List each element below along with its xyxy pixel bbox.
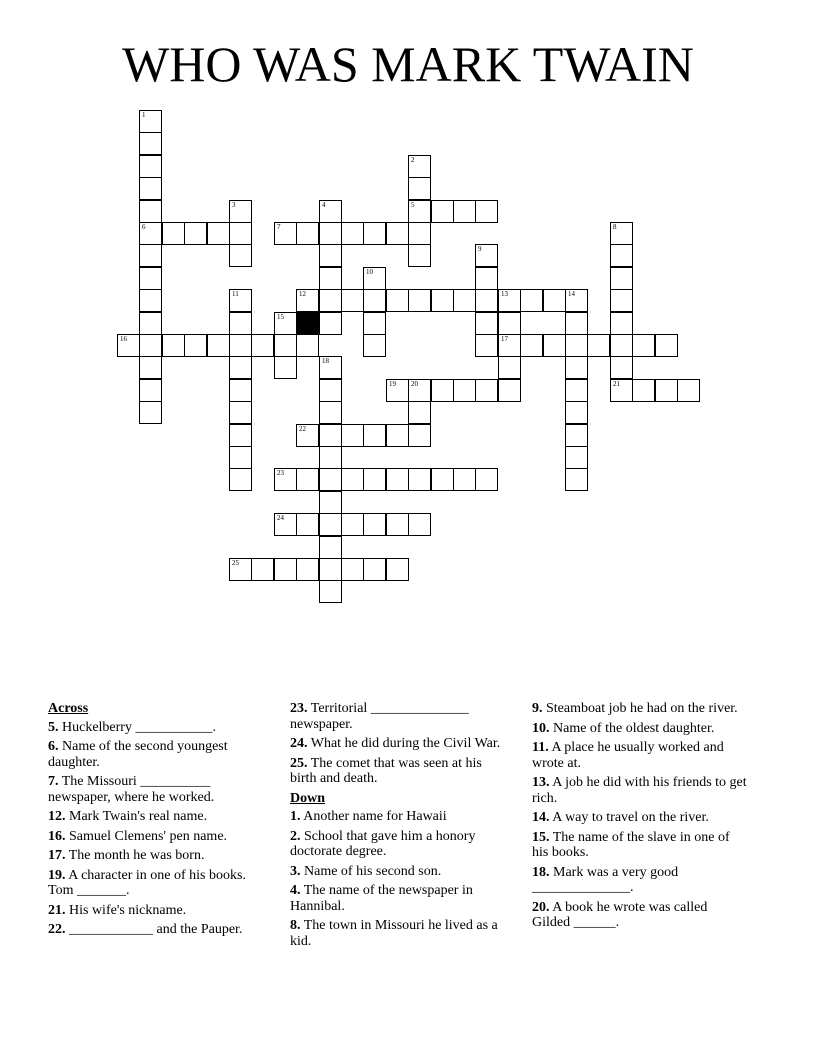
crossword-cell[interactable] xyxy=(139,200,162,223)
crossword-cell[interactable] xyxy=(139,244,162,267)
clue-item xyxy=(290,701,510,732)
crossword-cell[interactable] xyxy=(274,558,297,581)
crossword-cell[interactable] xyxy=(475,379,498,402)
crossword-cell[interactable] xyxy=(319,491,342,514)
crossword-cell[interactable] xyxy=(565,468,588,491)
clue-number: 13. xyxy=(532,775,550,790)
clue-text: ____________ and the Pauper. xyxy=(69,922,243,937)
crossword-cell[interactable] xyxy=(565,356,588,379)
crossword-cell[interactable] xyxy=(229,379,252,402)
crossword-cell[interactable] xyxy=(565,289,588,312)
clue-number: 7. xyxy=(48,774,59,789)
clue-number: 21 xyxy=(613,380,620,388)
clue-number: 11. xyxy=(532,740,549,755)
crossword-cell[interactable] xyxy=(386,222,409,245)
crossword-cell[interactable] xyxy=(341,289,364,312)
crossword-cell[interactable] xyxy=(543,289,566,312)
crossword-cell[interactable] xyxy=(475,468,498,491)
crossword-cell[interactable] xyxy=(610,267,633,290)
crossword-cell[interactable] xyxy=(274,356,297,379)
clue-item xyxy=(290,756,510,787)
clue-text: A character in one of his books. Tom _______. xyxy=(48,867,246,898)
clue-item xyxy=(290,736,510,752)
clue-text: The comet that was seen at his birth and death. xyxy=(290,755,482,786)
crossword-cell[interactable] xyxy=(655,379,678,402)
crossword-cell[interactable] xyxy=(296,468,319,491)
crossword-cell[interactable] xyxy=(408,513,431,536)
crossword-cell[interactable] xyxy=(274,334,297,357)
crossword-cell[interactable] xyxy=(363,558,386,581)
crossword-cell[interactable] xyxy=(229,356,252,379)
crossword-cell[interactable] xyxy=(498,356,521,379)
crossword-cell[interactable] xyxy=(453,200,476,223)
clue-number: 20. xyxy=(532,899,550,915)
clue-item xyxy=(290,809,510,825)
crossword-cell[interactable] xyxy=(319,401,342,424)
crossword-cell[interactable] xyxy=(655,334,678,357)
clue-number: 10. xyxy=(532,720,550,736)
clue-number: 8 xyxy=(613,223,617,231)
clue-number: 25 xyxy=(232,559,239,567)
crossword-cell[interactable] xyxy=(162,334,185,357)
crossword-cell[interactable] xyxy=(565,334,588,357)
crossword-cell[interactable] xyxy=(319,558,342,581)
clue-item xyxy=(532,701,747,717)
clue-item xyxy=(48,922,263,938)
clue-text: School that gave him a honory doctorate degree. xyxy=(290,828,476,859)
crossword-cell[interactable] xyxy=(139,334,162,357)
clue-text: The month he was born. xyxy=(68,848,205,863)
clue-item xyxy=(48,903,263,919)
crossword-cell[interactable] xyxy=(498,312,521,335)
crossword-cell[interactable] xyxy=(251,558,274,581)
crossword-cell[interactable] xyxy=(139,177,162,200)
crossword-cell[interactable] xyxy=(363,222,386,245)
crossword-cell[interactable] xyxy=(431,468,454,491)
crossword-cell[interactable] xyxy=(498,334,521,357)
crossword-cell[interactable] xyxy=(475,334,498,357)
crossword-cell[interactable] xyxy=(319,289,342,312)
clue-text: Mark was a very good ______________. xyxy=(532,864,679,895)
crossword-cell[interactable] xyxy=(296,334,319,357)
crossword-cell[interactable] xyxy=(431,200,454,223)
clue-text: Name of the second youngest daughter. xyxy=(48,739,228,770)
clue-number: 17. xyxy=(48,848,66,863)
clue-item xyxy=(532,900,747,931)
clue-item xyxy=(290,864,510,880)
clue-number: 23. xyxy=(290,701,308,716)
clue-number: 10 xyxy=(366,268,373,276)
crossword-cell[interactable] xyxy=(139,155,162,178)
crossword-cell[interactable] xyxy=(408,289,431,312)
crossword-cell[interactable] xyxy=(408,424,431,447)
clue-number: 9 xyxy=(478,245,482,253)
crossword-cell[interactable] xyxy=(229,289,252,312)
clue-number: 6 xyxy=(142,223,146,231)
crossword-cell[interactable] xyxy=(229,558,252,581)
crossword-cell[interactable] xyxy=(610,356,633,379)
crossword-cell[interactable] xyxy=(184,222,207,245)
crossword-cell[interactable] xyxy=(453,379,476,402)
clues-column-1 xyxy=(48,701,263,942)
crossword-cell[interactable] xyxy=(341,513,364,536)
crossword-cell[interactable] xyxy=(520,289,543,312)
clue-number: 3. xyxy=(290,863,301,879)
crossword-cell[interactable] xyxy=(207,222,230,245)
clue-item xyxy=(48,809,263,825)
clue-text: Mark Twain's real name. xyxy=(69,809,208,824)
crossword-cell[interactable] xyxy=(319,356,342,379)
crossword-cell[interactable] xyxy=(139,222,162,245)
crossword-cell[interactable] xyxy=(319,267,342,290)
crossword-cell[interactable] xyxy=(139,267,162,290)
crossword-cell[interactable] xyxy=(610,244,633,267)
crossword-cell[interactable] xyxy=(363,289,386,312)
crossword-cell[interactable] xyxy=(274,513,297,536)
crossword-cell[interactable] xyxy=(319,424,342,447)
clue-item xyxy=(48,774,263,805)
clue-text: Name of his second son. xyxy=(304,863,442,879)
clue-number: 5. xyxy=(48,719,59,735)
crossword-cell[interactable] xyxy=(610,334,633,357)
clues-column-2 xyxy=(290,701,510,953)
crossword-cell[interactable] xyxy=(207,334,230,357)
crossword-cell[interactable] xyxy=(543,334,566,357)
across-heading: Across xyxy=(48,701,89,716)
crossword-cell[interactable] xyxy=(229,424,252,447)
crossword-cell[interactable] xyxy=(319,468,342,491)
crossword-cell[interactable] xyxy=(139,132,162,155)
crossword-cell[interactable] xyxy=(117,334,140,357)
crossword-cell[interactable] xyxy=(363,312,386,335)
clue-text: The town in Missouri he lived as a kid. xyxy=(290,918,498,949)
crossword-cell[interactable] xyxy=(319,222,342,245)
clue-text: The name of the slave in one of his books. xyxy=(532,829,730,860)
clues-column-3 xyxy=(532,701,747,935)
crossword-cell[interactable] xyxy=(408,222,431,245)
crossword-cell[interactable] xyxy=(296,424,319,447)
crossword-cell[interactable] xyxy=(229,244,252,267)
crossword-cell[interactable] xyxy=(498,289,521,312)
crossword-cell[interactable] xyxy=(229,200,252,223)
crossword-cell[interactable] xyxy=(453,468,476,491)
clue-number: 25. xyxy=(290,755,308,771)
clue-item xyxy=(290,918,510,949)
crossword-cell[interactable] xyxy=(296,558,319,581)
clue-number: 1 xyxy=(142,111,146,119)
crossword-cell[interactable] xyxy=(565,312,588,335)
crossword-cell[interactable] xyxy=(184,334,207,357)
clue-number: 19. xyxy=(48,867,66,883)
crossword-cell[interactable] xyxy=(431,379,454,402)
clue-text: Territorial ______________ newspaper. xyxy=(290,701,469,732)
crossword-cell[interactable] xyxy=(229,222,252,245)
clue-number: 4. xyxy=(290,883,301,898)
clue-text: A book he wrote was called Gilded ______. xyxy=(532,899,708,930)
crossword-cell[interactable] xyxy=(520,334,543,357)
crossword-cell[interactable] xyxy=(319,244,342,267)
crossword-cell[interactable] xyxy=(475,244,498,267)
crossword-cell[interactable] xyxy=(319,379,342,402)
clue-number: 21. xyxy=(48,902,66,918)
crossword-cell[interactable] xyxy=(296,222,319,245)
crossword-cell[interactable] xyxy=(363,334,386,357)
crossword-cell[interactable] xyxy=(251,334,274,357)
crossword-cell[interactable] xyxy=(319,513,342,536)
clue-text: A way to travel on the river. xyxy=(552,810,709,825)
clue-number: 14. xyxy=(532,810,550,825)
crossword-cell[interactable] xyxy=(408,177,431,200)
clue-number: 24 xyxy=(277,514,284,522)
crossword-cell[interactable] xyxy=(341,424,364,447)
clue-number: 14 xyxy=(568,290,575,298)
crossword-cell[interactable] xyxy=(386,468,409,491)
crossword-cell[interactable] xyxy=(565,424,588,447)
clue-item xyxy=(532,775,747,806)
crossword-cell[interactable] xyxy=(565,379,588,402)
clue-number: 5 xyxy=(411,201,415,209)
crossword-cell[interactable] xyxy=(565,446,588,469)
crossword-cell[interactable] xyxy=(363,424,386,447)
clue-text: What he did during the Civil War. xyxy=(310,736,501,751)
crossword-cell[interactable] xyxy=(139,401,162,424)
clue-text: Name of the oldest daughter. xyxy=(553,720,715,736)
crossword-cell[interactable] xyxy=(475,312,498,335)
crossword-cell[interactable] xyxy=(229,468,252,491)
clue-number: 7 xyxy=(277,223,281,231)
clue-number: 12 xyxy=(299,290,306,298)
clue-number: 15. xyxy=(532,829,550,845)
crossword-cell[interactable] xyxy=(139,312,162,335)
crossword-cell[interactable] xyxy=(319,312,342,335)
clue-number: 19 xyxy=(389,380,396,388)
crossword-cell[interactable] xyxy=(162,222,185,245)
clue-number: 24. xyxy=(290,736,308,751)
crossword-cell[interactable] xyxy=(296,289,319,312)
crossword-cell[interactable] xyxy=(229,334,252,357)
crossword-cell[interactable] xyxy=(475,289,498,312)
crossword-cell[interactable] xyxy=(431,289,454,312)
clue-number: 13 xyxy=(501,290,508,298)
clue-text: Another name for Hawaii xyxy=(303,809,447,824)
crossword-cell[interactable] xyxy=(610,222,633,245)
clue-item xyxy=(290,829,510,860)
clue-number: 2. xyxy=(290,828,301,844)
clue-item xyxy=(532,740,747,771)
clue-text: The Missouri __________ newspaper, where he worked. xyxy=(48,774,215,805)
crossword-cell[interactable] xyxy=(274,222,297,245)
crossword-cell[interactable] xyxy=(408,244,431,267)
clue-number: 1. xyxy=(290,809,301,824)
crossword-cell[interactable] xyxy=(229,446,252,469)
clue-item xyxy=(532,721,747,737)
clue-text: His wife's nickname. xyxy=(69,902,187,918)
clue-text: A place he usually worked and wrote at. xyxy=(532,740,724,771)
crossword-cell[interactable] xyxy=(632,334,655,357)
crossword-cell[interactable] xyxy=(386,558,409,581)
clue-text: A job he did with his friends to get rich. xyxy=(532,775,747,806)
clue-number: 18 xyxy=(322,357,329,365)
crossword-cell[interactable] xyxy=(386,379,409,402)
black-square xyxy=(296,312,319,335)
clue-number: 15 xyxy=(277,313,284,321)
clue-number: 12. xyxy=(48,809,66,824)
clue-text: Steamboat job he had on the river. xyxy=(546,701,738,716)
crossword-cell[interactable] xyxy=(632,379,655,402)
crossword-cell[interactable] xyxy=(386,424,409,447)
crossword-cell[interactable] xyxy=(677,379,700,402)
crossword-cell[interactable] xyxy=(139,356,162,379)
crossword-cell[interactable] xyxy=(610,289,633,312)
puzzle-title: WHO WAS MARK TWAIN xyxy=(122,36,694,92)
clue-item xyxy=(48,868,263,899)
crossword-cell[interactable] xyxy=(139,379,162,402)
clue-number: 22 xyxy=(299,425,306,433)
crossword-cell[interactable] xyxy=(341,222,364,245)
clue-number: 4 xyxy=(322,201,326,209)
clue-text: The name of the newspaper in Hannibal. xyxy=(290,883,473,914)
crossword-cell[interactable] xyxy=(498,379,521,402)
clue-number: 18. xyxy=(532,864,550,880)
clue-item xyxy=(48,739,263,770)
crossword-cell[interactable] xyxy=(610,312,633,335)
clue-item xyxy=(290,883,510,914)
crossword-cell[interactable] xyxy=(587,334,610,357)
clue-text: Huckelberry ___________. xyxy=(62,719,216,735)
clue-item xyxy=(532,830,747,861)
crossword-cell[interactable] xyxy=(565,401,588,424)
crossword-cell[interactable] xyxy=(274,312,297,335)
crossword-cell[interactable] xyxy=(341,558,364,581)
clue-number: 16. xyxy=(48,828,66,844)
crossword-cell[interactable] xyxy=(475,267,498,290)
clue-item xyxy=(48,829,263,845)
clue-item xyxy=(48,848,263,864)
crossword-cell[interactable] xyxy=(408,401,431,424)
crossword-cell[interactable] xyxy=(341,468,364,491)
clue-item xyxy=(48,720,263,736)
crossword-cell[interactable] xyxy=(274,468,297,491)
down-heading: Down xyxy=(290,790,326,806)
clue-item xyxy=(532,865,747,896)
crossword-cell[interactable] xyxy=(296,513,319,536)
crossword-cell[interactable] xyxy=(229,312,252,335)
crossword-cell[interactable] xyxy=(229,401,252,424)
clue-number: 9. xyxy=(532,701,543,716)
crossword-cell[interactable] xyxy=(408,155,431,178)
clue-number: 16 xyxy=(120,335,127,343)
crossword-cell[interactable] xyxy=(386,513,409,536)
crossword-cell[interactable] xyxy=(408,379,431,402)
crossword-cell[interactable] xyxy=(319,536,342,559)
crossword-cell[interactable] xyxy=(408,200,431,223)
crossword-cell[interactable] xyxy=(475,200,498,223)
clue-text: Samuel Clemens' pen name. xyxy=(69,828,228,844)
crossword-cell[interactable] xyxy=(408,468,431,491)
crossword-cell[interactable] xyxy=(610,379,633,402)
clue-number: 20 xyxy=(411,380,418,388)
clue-number: 8. xyxy=(290,918,301,933)
crossword-cell[interactable] xyxy=(139,289,162,312)
crossword-cell[interactable] xyxy=(319,200,342,223)
crossword-cell[interactable] xyxy=(363,513,386,536)
crossword-cell[interactable] xyxy=(453,289,476,312)
crossword-cell[interactable] xyxy=(319,580,342,603)
clue-number: 3 xyxy=(232,201,236,209)
clue-number: 6. xyxy=(48,739,59,754)
crossword-cell[interactable] xyxy=(319,446,342,469)
clue-number: 23 xyxy=(277,469,284,477)
crossword-cell[interactable] xyxy=(386,289,409,312)
clue-number: 2 xyxy=(411,156,415,164)
clue-number: 17 xyxy=(501,335,508,343)
crossword-cell[interactable] xyxy=(139,110,162,133)
clue-item xyxy=(532,810,747,826)
crossword-cell[interactable] xyxy=(363,267,386,290)
clue-number: 11 xyxy=(232,290,239,298)
crossword-cell[interactable] xyxy=(363,468,386,491)
clue-number: 22. xyxy=(48,922,66,937)
